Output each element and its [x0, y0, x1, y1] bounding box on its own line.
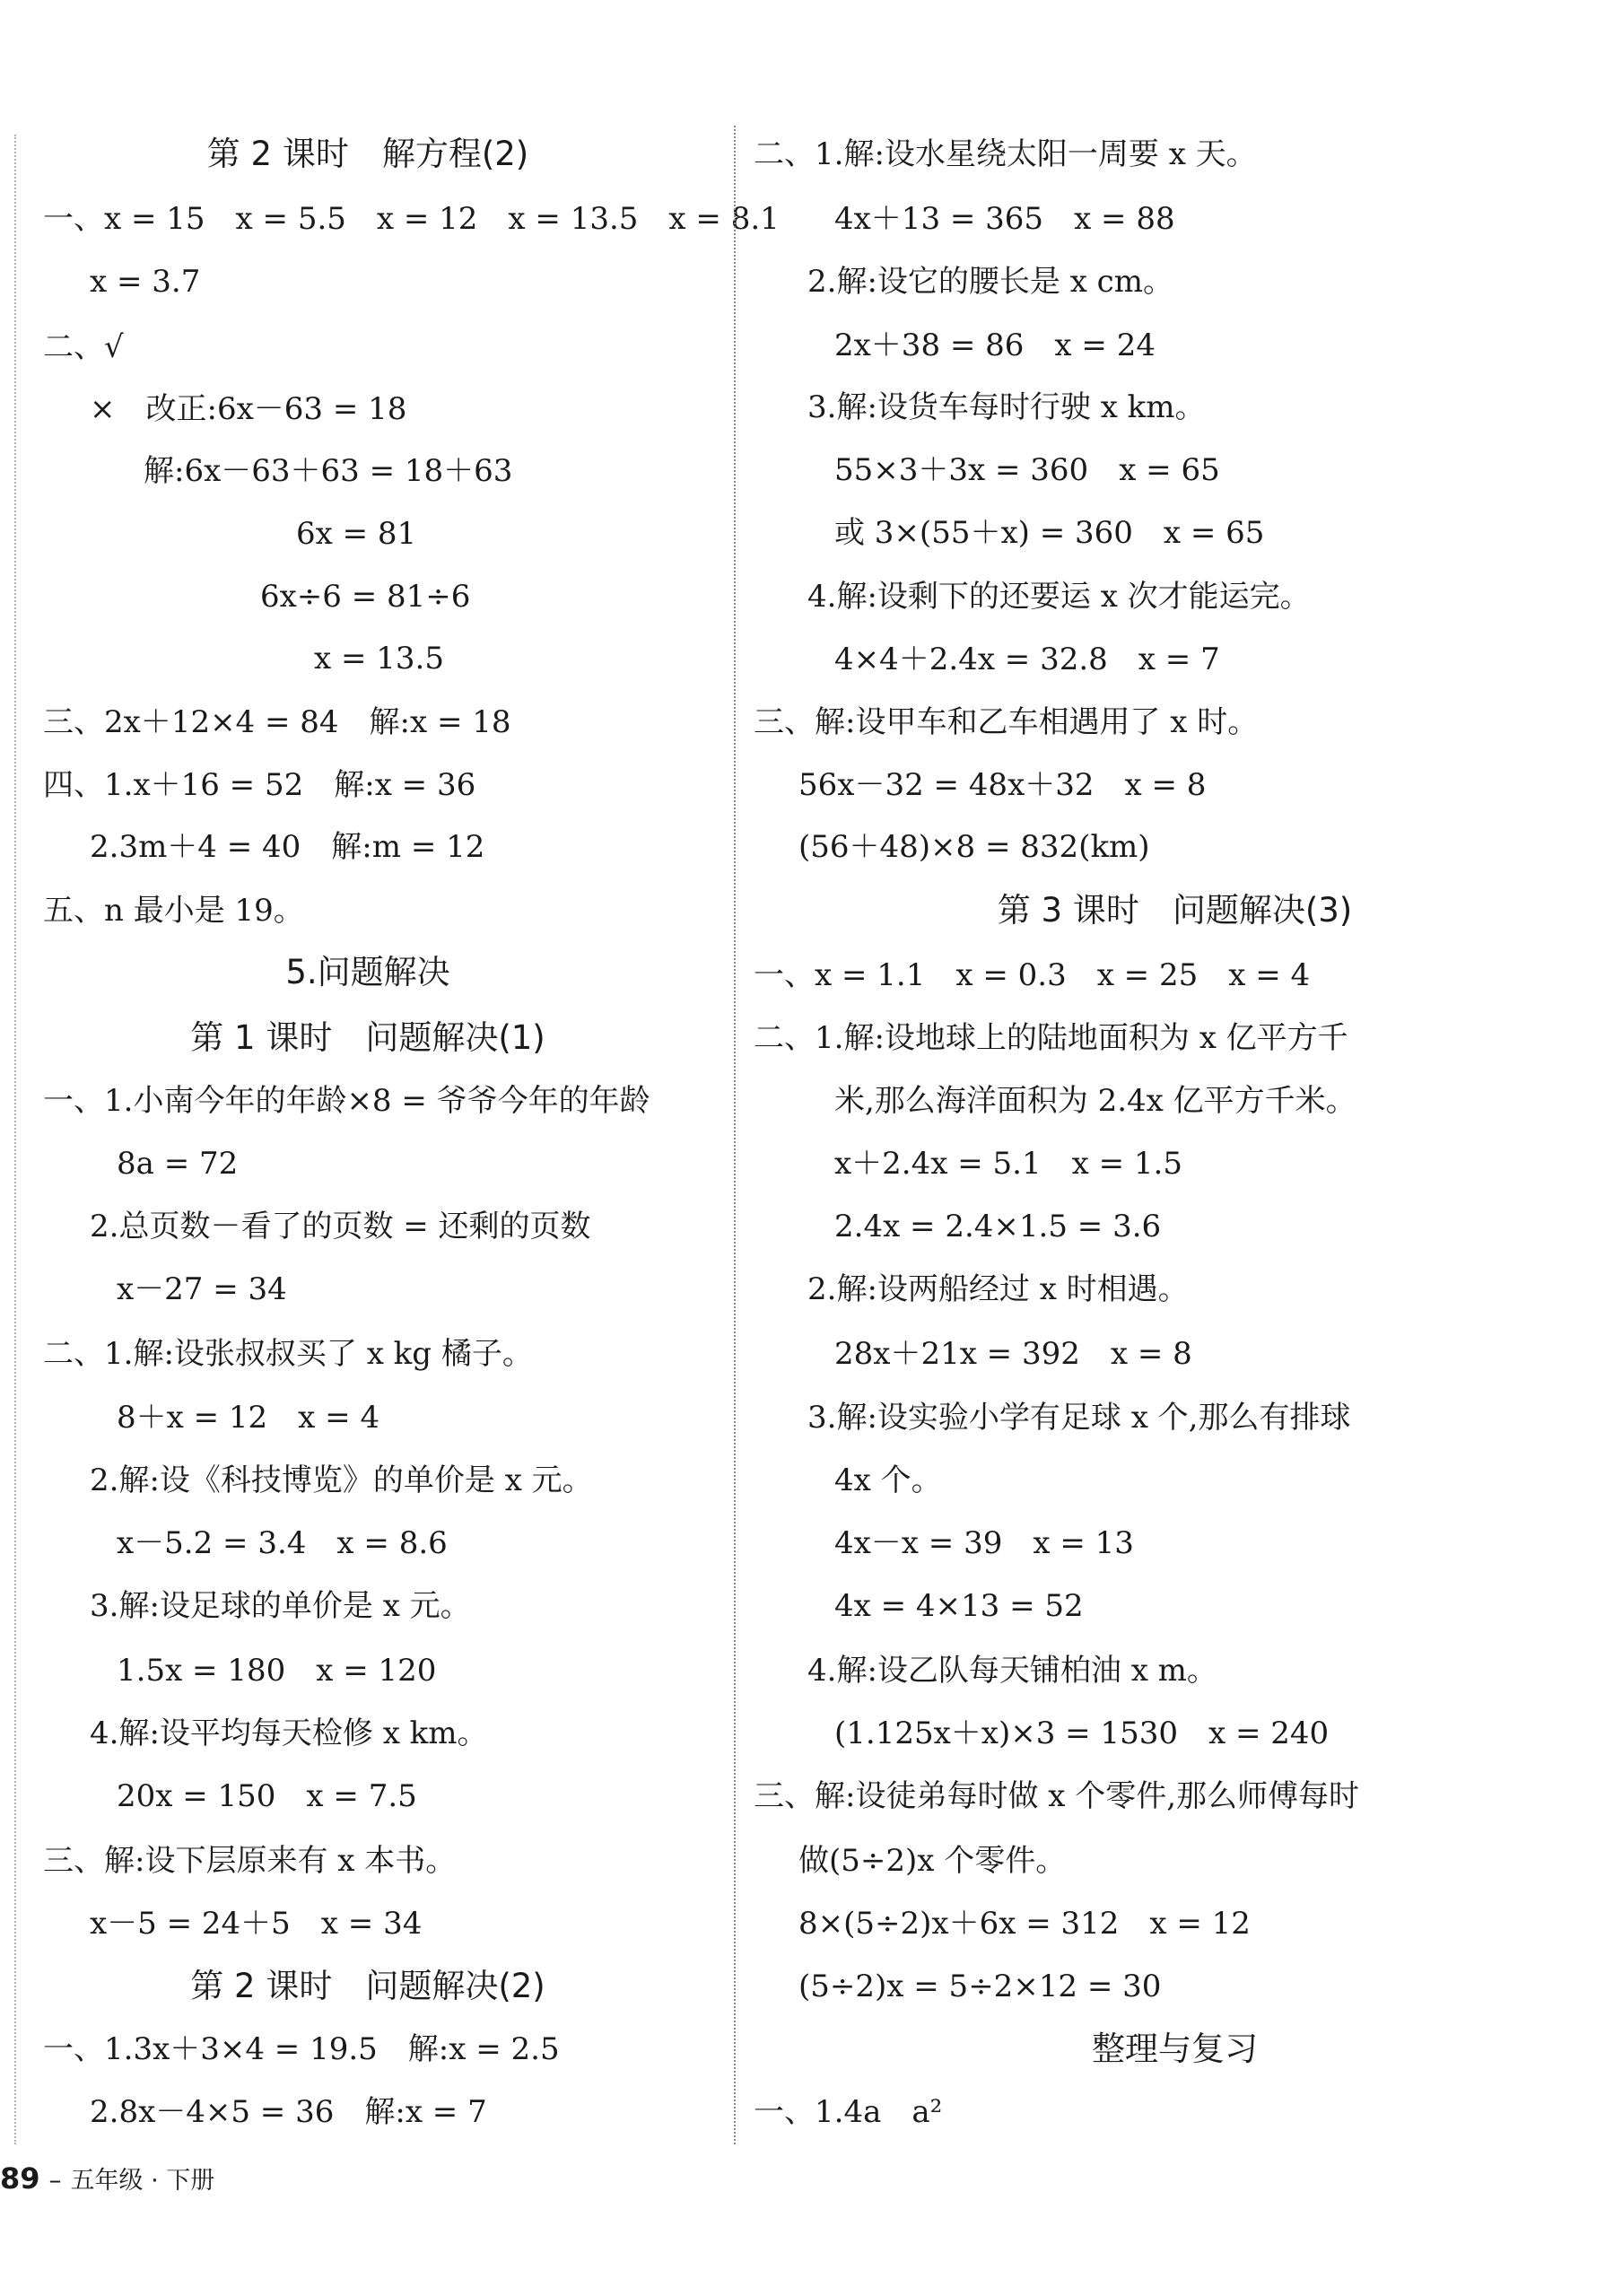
right-answer-line: x＋2.4x = 5.1 x = 1.5 [834, 1146, 1182, 1182]
left-answer-line: 8＋x = 12 x = 4 [117, 1400, 380, 1436]
right-answer-line: 56x－32 = 48x＋32 x = 8 [798, 767, 1207, 803]
page-number: 89 [0, 2161, 40, 2196]
left-answer-line: x = 3.7 [90, 264, 201, 300]
left-answer-line: x－5.2 = 3.4 x = 8.6 [117, 1525, 448, 1561]
left-answer-line: x－27 = 34 [117, 1271, 287, 1307]
left-answer-line: 2.总页数－看了的页数 = 还剩的页数 [90, 1209, 591, 1244]
right-answer-line: 4x＋13 = 365 x = 88 [834, 201, 1175, 237]
left-answer-line: 6x = 81 [296, 516, 417, 552]
right-answer-line: 8×(5÷2)x＋6x = 312 x = 12 [798, 1906, 1251, 1942]
left-answer-line: 三、解:设下层原来有 x 本书。 [43, 1843, 457, 1879]
left-answer-line: x = 13.5 [314, 641, 444, 677]
left-answer-line: 三、2x＋12×4 = 84 解:x = 18 [43, 704, 511, 740]
left-answer-line: 1.5x = 180 x = 120 [117, 1653, 437, 1689]
right-answer-line: 4×4＋2.4x = 32.8 x = 7 [834, 642, 1220, 677]
right-column [745, 0, 1605, 2171]
left-heading: 第 2 课时 问题解决(2) [190, 1967, 545, 2005]
left-answer-line: × 改正:6x－63 = 18 [90, 391, 407, 427]
left-answer-line: 4.解:设平均每天检修 x km。 [90, 1715, 488, 1751]
page-footer [0, 2158, 214, 2199]
right-answer-line: 3.解:设货车每时行驶 x km。 [807, 389, 1206, 425]
right-answer-line: 4x = 4×13 = 52 [834, 1588, 1084, 1624]
right-answer-line: (1.125x＋x)×3 = 1530 x = 240 [834, 1715, 1330, 1751]
left-answer-line: 2.解:设《科技博览》的单价是 x 元。 [90, 1462, 593, 1498]
grade-label: 五年级 · 下册 [70, 2167, 215, 2195]
right-answer-line: 二、1.解:设水星绕太阳一周要 x 天。 [754, 136, 1257, 172]
right-answer-line: 一、1.4a a² [754, 2094, 943, 2130]
left-answer-line: 2.8x－4×5 = 36 解:x = 7 [90, 2094, 487, 2130]
right-answer-line: 一、x = 1.1 x = 0.3 x = 25 x = 4 [754, 957, 1311, 993]
left-answer-line: x－5 = 24＋5 x = 34 [90, 1906, 423, 1942]
right-answer-line: (5÷2)x = 5÷2×12 = 30 [798, 1969, 1162, 2004]
right-answer-line: 4.解:设乙队每天铺柏油 x m。 [807, 1653, 1217, 1689]
left-answer-line: 二、√ [43, 329, 124, 365]
right-answer-line: 4.解:设剩下的还要运 x 次才能运完。 [807, 579, 1311, 615]
right-answer-line: 2.解:设两船经过 x 时相遇。 [807, 1271, 1189, 1307]
left-answer-line: 20x = 150 x = 7.5 [117, 1778, 417, 1814]
right-heading: 整理与复习 [1092, 2030, 1258, 2068]
left-answer-line: 四、1.x＋16 = 52 解:x = 36 [43, 767, 476, 803]
right-answer-line: 2.解:设它的腰长是 x cm。 [807, 264, 1173, 300]
left-heading: 第 2 课时 解方程(2) [206, 135, 529, 173]
right-answer-line: 米,那么海洋面积为 2.4x 亿平方千米。 [834, 1083, 1356, 1119]
left-answer-line: 2.3m＋4 = 40 解:m = 12 [90, 829, 485, 865]
right-answer-line: 55×3＋3x = 360 x = 65 [834, 452, 1220, 488]
right-heading: 第 3 课时 问题解决(3) [997, 891, 1353, 930]
right-answer-line: 28x＋21x = 392 x = 8 [834, 1336, 1192, 1372]
left-answer-line: 一、1.3x＋3×4 = 19.5 解:x = 2.5 [43, 2031, 560, 2067]
right-answer-line: 三、解:设甲车和乙车相遇用了 x 时。 [754, 704, 1259, 740]
left-heading: 第 1 课时 问题解决(1) [190, 1018, 545, 1057]
right-answer-line: 4x－x = 39 x = 13 [834, 1525, 1134, 1561]
left-answer-line: 五、n 最小是 19。 [43, 893, 304, 929]
right-answer-line: 2.4x = 2.4×1.5 = 3.6 [834, 1209, 1162, 1244]
column-divider [734, 126, 736, 2144]
right-answer-line: 3.解:设实验小学有足球 x 个,那么有排球 [807, 1400, 1351, 1436]
left-heading: 5.问题解决 [285, 953, 450, 991]
left-answer-line: 一、1.小南今年的年龄×8 = 爷爷今年的年龄 [43, 1083, 650, 1119]
left-answer-line: 解:6x－63＋63 = 18＋63 [144, 453, 513, 489]
right-answer-line: 2x＋38 = 86 x = 24 [834, 327, 1156, 363]
right-answer-line: (56＋48)×8 = 832(km) [798, 829, 1150, 865]
left-answer-line: 二、1.解:设张叔叔买了 x kg 橘子。 [43, 1336, 533, 1372]
right-answer-line: 或 3×(55＋x) = 360 x = 65 [834, 515, 1265, 551]
right-answer-line: 4x 个。 [834, 1462, 942, 1498]
left-answer-line: 6x÷6 = 81÷6 [260, 579, 471, 615]
right-answer-line: 二、1.解:设地球上的陆地面积为 x 亿平方千 [754, 1020, 1348, 1056]
left-answer-line: 3.解:设足球的单价是 x 元。 [90, 1588, 471, 1624]
right-answer-line: 三、解:设徒弟每时做 x 个零件,那么师傅每时 [754, 1778, 1360, 1814]
right-answer-line: 做(5÷2)x 个零件。 [798, 1843, 1067, 1879]
left-answer-line: 一、x = 15 x = 5.5 x = 12 x = 13.5 x = 8.1 [43, 201, 780, 237]
left-column [0, 0, 780, 2171]
footer-dash: – [48, 2165, 62, 2195]
left-answer-line: 8a = 72 [117, 1146, 239, 1182]
